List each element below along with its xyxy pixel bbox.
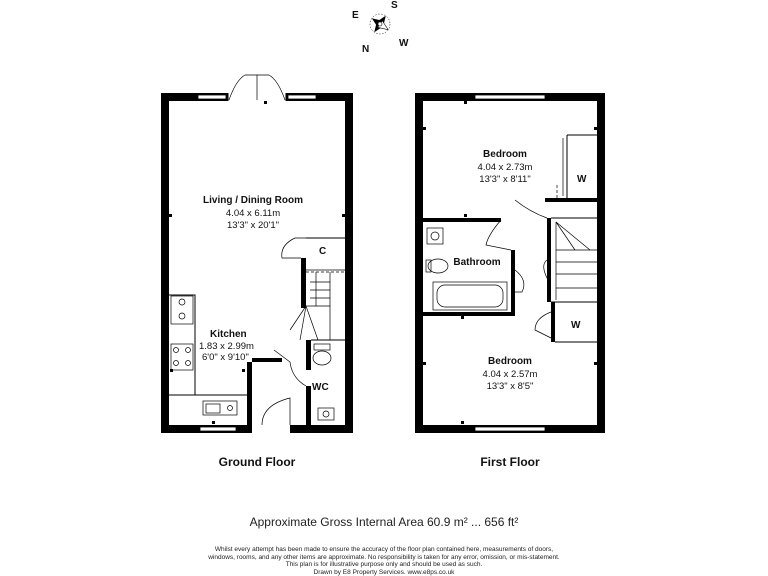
wc-label: WC bbox=[312, 382, 329, 393]
first-floor-label: First Floor bbox=[480, 455, 540, 469]
gross-internal-area: Approximate Gross Internal Area 60.9 m² ... 656 ft² bbox=[249, 515, 519, 529]
compass-west-label: W bbox=[399, 38, 409, 49]
compass-east-label: E bbox=[352, 10, 359, 21]
living-dining-room-metric: 4.04 x 6.11m bbox=[225, 208, 281, 219]
living-dining-room-imperial: 13'3" x 20'1" bbox=[226, 220, 280, 231]
wardrobe-1-label: W bbox=[577, 174, 587, 185]
kitchen-metric: 1.83 x 2.99m bbox=[199, 341, 254, 352]
disclaimer-line: This plan is for illustrative purpose only and should be used as such. bbox=[285, 561, 483, 569]
bedroom-2-metric: 4.04 x 2.57m bbox=[482, 369, 538, 380]
wardrobe-2-label: W bbox=[571, 320, 581, 331]
disclaimer-line: Whilst every attempt has been made to ensure the accuracy of the floor plan contained here, measurements of doors, bbox=[214, 546, 554, 553]
cupboard-label: C bbox=[319, 246, 327, 257]
compass-north-label: N bbox=[362, 44, 370, 55]
compass-rose-icon bbox=[370, 14, 391, 35]
bedroom-2-imperial: 13'3" x 8'5" bbox=[486, 381, 534, 392]
bedroom-1-name: Bedroom bbox=[483, 149, 527, 160]
kitchen-name: Kitchen bbox=[210, 329, 247, 340]
bedroom-1-metric: 4.04 x 2.73m bbox=[477, 162, 533, 173]
compass-south-label: S bbox=[391, 0, 398, 11]
bedroom-2-name: Bedroom bbox=[488, 356, 532, 367]
disclaimer bbox=[0, 546, 768, 576]
disclaimer-line: Drawn by E8 Property Services. www.e8ps.co.uk bbox=[313, 568, 455, 576]
bathroom-label: Bathroom bbox=[453, 257, 501, 268]
living-dining-room-name: Living / Dining Room bbox=[203, 195, 303, 206]
bedroom-1-imperial: 13'3" x 8'11" bbox=[479, 174, 531, 185]
kitchen-imperial: 6'0" x 9'10" bbox=[202, 352, 249, 363]
disclaimer-line: windows, rooms, and any other items are approximate. No responsibility is taken for any error, omission, or mis-statement. bbox=[208, 553, 560, 561]
ground-floor-label: Ground Floor bbox=[218, 455, 296, 469]
